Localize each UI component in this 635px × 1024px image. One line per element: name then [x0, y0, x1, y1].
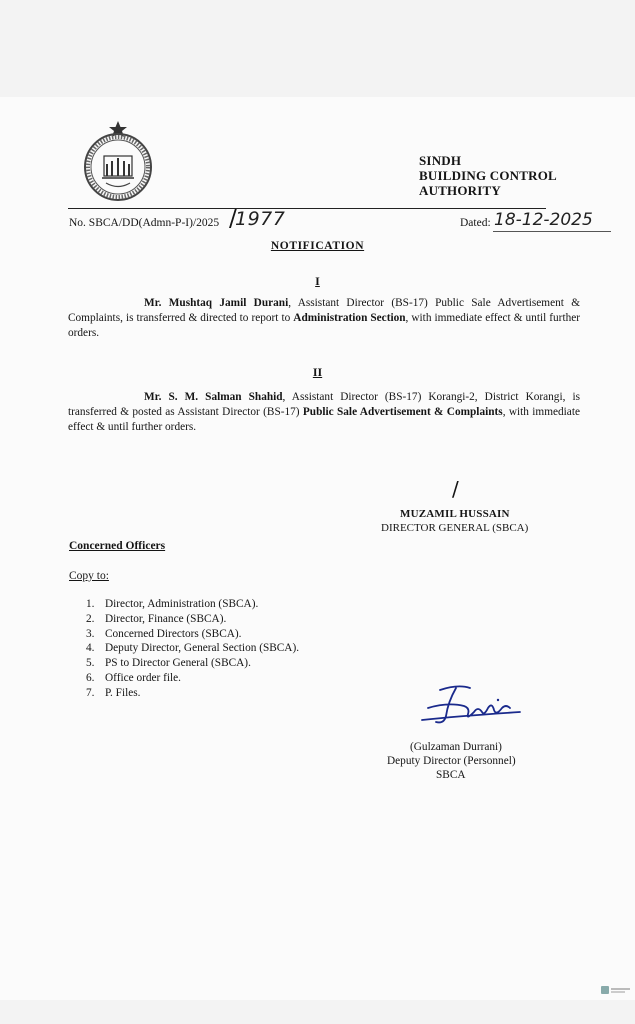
reference-number-handwritten: 1977	[235, 208, 286, 230]
officer-name: Mr. S. M. Salman Shahid	[144, 391, 283, 403]
dg-title: DIRECTOR GENERAL (SBCA)	[381, 522, 529, 534]
handwritten-signature	[418, 682, 524, 730]
handwritten-slash: /	[229, 206, 237, 232]
authority-line: SINDH	[419, 153, 462, 168]
list-text: Director, Administration (SBCA).	[105, 598, 259, 610]
list-number: 1.	[86, 598, 95, 610]
list-number: 7.	[86, 686, 95, 699]
authority-name	[419, 153, 557, 198]
authority-line: BUILDING CONTROL	[419, 168, 557, 183]
list-item	[86, 671, 299, 686]
list-item	[86, 686, 299, 701]
list-number: 5.	[86, 657, 95, 670]
list-text: Deputy Director, General Section (SBCA).	[105, 642, 300, 655]
dg-name: MUZAMIL HUSSAIN	[400, 508, 510, 520]
date-underline	[493, 231, 611, 232]
copy-to-heading: Copy to:	[69, 570, 109, 582]
section-paragraph	[68, 296, 580, 341]
list-text: Director, Finance (SBCA).	[105, 612, 227, 625]
scanner-watermark-icon	[601, 985, 631, 995]
copy-list	[86, 597, 299, 701]
posting-section: Public Sale Advertisement & Complaints	[302, 406, 503, 418]
signatory-org: SBCA	[436, 769, 466, 781]
header-divider	[68, 208, 546, 209]
sbca-emblem-icon	[80, 120, 156, 204]
list-item	[86, 656, 299, 671]
list-text: PS to Director General (SBCA).	[105, 657, 251, 670]
list-item	[86, 597, 299, 612]
list-text: P. Files.	[105, 686, 141, 699]
paragraph-text: , Assistant Director (BS-17) Korangi-2, District Korangi, is transferred & posted as Assistant Director (BS-17)	[68, 391, 580, 418]
authority-line: AUTHORITY	[419, 183, 501, 198]
dated-label: Dated:	[460, 217, 491, 229]
list-number: 3.	[86, 627, 95, 640]
section-numeral: I	[315, 274, 320, 288]
section-paragraph	[68, 390, 580, 435]
officer-name: Mr. Mushtaq Jamil Durani	[144, 297, 289, 309]
notification-title: NOTIFICATION	[270, 240, 365, 252]
posting-section: Administration Section	[293, 312, 406, 324]
paragraph-text: , Assistant Director (BS-17) Public Sale Advertisement & Complaints, is transferred & directed to report to	[68, 297, 580, 324]
paragraph-text: , with immediate effect & until further orders.	[68, 312, 581, 339]
section-numeral: II	[312, 365, 323, 379]
paragraph-text: , with immediate effect & until further orders.	[68, 406, 580, 433]
list-text: Office order file.	[105, 671, 182, 684]
list-item	[86, 612, 299, 627]
concerned-officers-heading: Concerned Officers	[69, 540, 166, 552]
date-handwritten: 18-12-2025	[494, 210, 593, 230]
list-item	[86, 641, 299, 656]
list-item	[86, 627, 299, 642]
list-number: 2.	[86, 612, 95, 625]
list-number: 6.	[86, 671, 95, 684]
signatory-name: (Gulzaman Durrani)	[410, 741, 502, 753]
list-text: Concerned Directors (SBCA).	[105, 627, 242, 640]
dg-initial-mark: /	[452, 477, 459, 501]
list-number: 4.	[86, 642, 95, 655]
reference-number-label: No. SBCA/DD(Admn-P-I)/2025	[69, 217, 220, 229]
signatory-title: Deputy Director (Personnel)	[387, 755, 516, 767]
